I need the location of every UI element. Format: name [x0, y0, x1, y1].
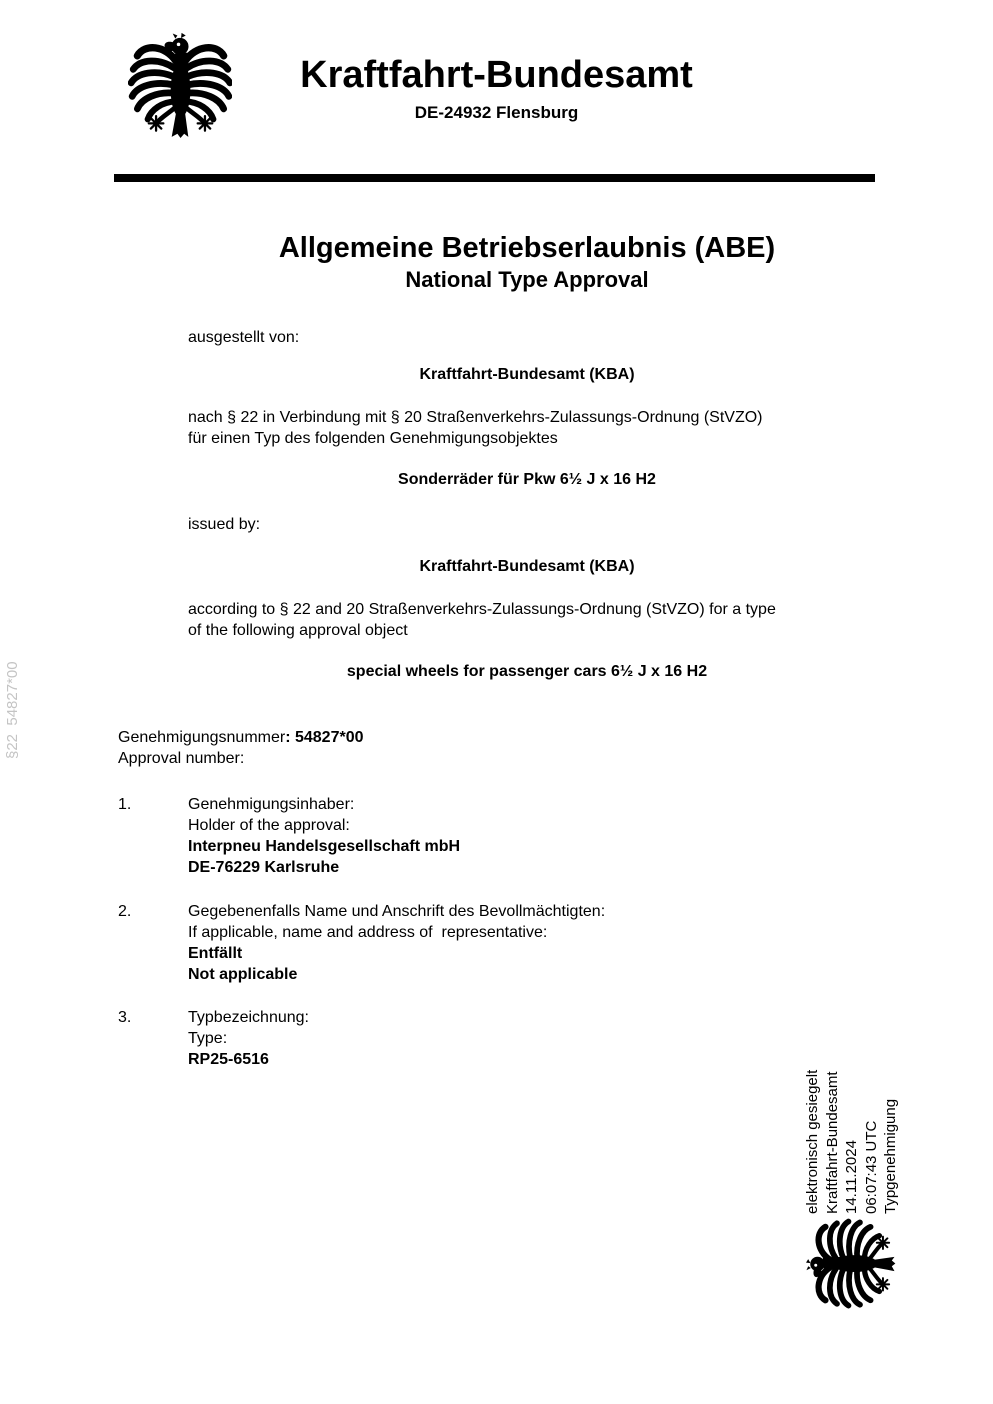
item-label-de: Typbezeichnung: [188, 1009, 309, 1026]
item-label-de: Genehmigungsinhaber: [188, 796, 355, 813]
authority-name-en: Kraftfahrt-Bundesamt (KBA) [419, 558, 635, 575]
approval-item-1 [118, 794, 460, 878]
seal-line: 14.11.2024 [843, 1140, 860, 1214]
approval-object-en: special wheels for passenger cars 6½ J x 16 H2 [346, 663, 708, 680]
legal-basis-de [188, 407, 866, 449]
item-label-en: Type: [188, 1030, 228, 1047]
item-value-line: DE-76229 Karlsruhe [188, 859, 340, 876]
authority-name-de: Kraftfahrt-Bundesamt (KBA) [419, 366, 635, 383]
item-body [188, 794, 460, 878]
item-label-en: If applicable, name and address of representative: [188, 924, 548, 941]
legal-basis-de-line2: für einen Typ des folgenden Genehmigungsobjektes [188, 430, 558, 447]
item-value-line: RP25-6516 [188, 1051, 269, 1068]
agency-address: DE-24932 Flensburg [414, 103, 579, 122]
item-number: 3. [118, 1009, 132, 1026]
item-label-de: Gegebenenfalls Name und Anschrift des Bevollmächtigten: [188, 903, 606, 920]
legal-basis-en-line1: according to § 22 and 20 Straßenverkehrs-Zulassungs-Ordnung (StVZO) for a type [188, 601, 776, 618]
legal-basis-en-line2: of the following approval object [188, 622, 408, 639]
item-number: 2. [118, 903, 132, 920]
item-body [188, 901, 605, 985]
seal-line: Typgenehmigung [882, 1098, 899, 1214]
approval-object-de: Sonderräder für Pkw 6½ J x 16 H2 [398, 471, 656, 488]
approval-number-line [118, 727, 364, 748]
seal-line: Kraftfahrt-Bundesamt [823, 1071, 841, 1214]
item-value-line: Interpneu Handelsgesellschaft mbH [188, 838, 461, 855]
approval-number-label-de: Genehmigungsnummer [118, 729, 286, 746]
legal-basis-de-line1: nach § 22 in Verbindung mit § 20 Straßenverkehrs-Zulassungs-Ordnung (StVZO) [188, 409, 763, 426]
approval-number-block [118, 727, 364, 769]
agency-title: Kraftfahrt-Bundesamt [300, 54, 693, 96]
item-value-line: Not applicable [188, 966, 298, 983]
margin-watermark: §22 54827*00 [4, 661, 21, 759]
document-title-de: Allgemeine Betriebserlaubnis (ABE) [278, 232, 776, 264]
approval-number-value: : 54827*00 [285, 729, 364, 746]
approval-item-2 [118, 901, 605, 985]
approval-item-3 [118, 1007, 309, 1070]
letterhead-divider [114, 174, 875, 182]
item-body [188, 1007, 309, 1070]
issued-by-label-de: ausgestellt von: [188, 329, 300, 346]
seal-line: 06:07:43 UTC [862, 1120, 880, 1214]
item-value-line: Entfällt [188, 945, 243, 962]
issued-by-label-en: issued by: [188, 516, 261, 533]
legal-basis-en [188, 599, 866, 641]
seal-line: elektronisch gesiegelt [804, 1069, 821, 1214]
approval-number-label-en: Approval number: [118, 750, 245, 767]
item-number: 1. [118, 796, 132, 813]
seal-eagle-icon [806, 1218, 898, 1310]
item-label-en: Holder of the approval: [188, 817, 350, 834]
electronic-seal-text [803, 1042, 901, 1214]
document-title-en: National Type Approval [405, 267, 649, 292]
